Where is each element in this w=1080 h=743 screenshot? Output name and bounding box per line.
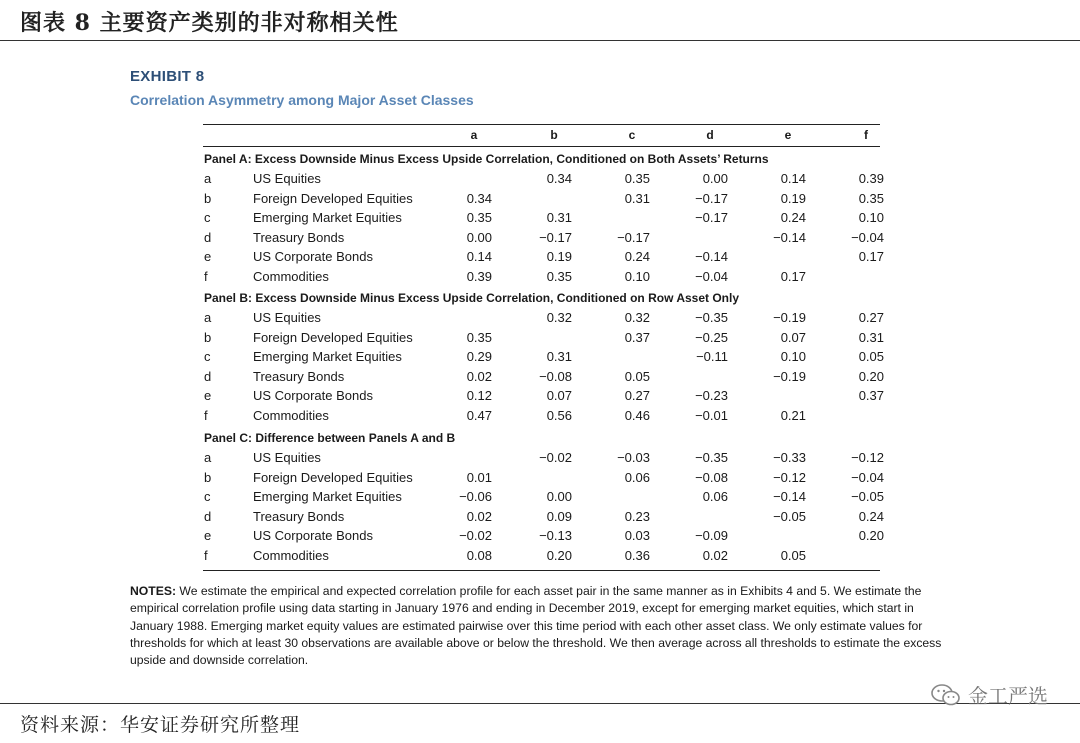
table-cell: 0.35: [624, 171, 650, 186]
table-cell: 0.05: [858, 349, 884, 364]
table-row: [0, 330, 1080, 349]
panel-title: Panel B: Excess Downside Minus Excess Upside Correlation, Conditioned on Row Asset Only: [204, 291, 740, 305]
row-asset-name: Foreign Developed Equities: [253, 190, 413, 206]
table-row: [0, 171, 1080, 190]
row-code: b: [204, 469, 212, 485]
table-cell: −0.14: [773, 489, 806, 504]
table-cell: 0.00: [466, 229, 492, 245]
table-cell: 0.02: [466, 508, 492, 524]
table-row: [0, 548, 1080, 567]
table-row: [0, 450, 1080, 469]
row-asset-name: US Equities: [253, 171, 321, 186]
table-cell: −0.09: [695, 528, 728, 543]
table-cell: 0.34: [546, 171, 572, 186]
table-row: [0, 191, 1080, 210]
table-row: [0, 528, 1080, 547]
row-code: e: [204, 249, 212, 264]
table-cell: 0.20: [546, 547, 572, 563]
table-cell: 0.06: [624, 469, 650, 485]
row-code: e: [204, 528, 212, 543]
wechat-icon: [930, 682, 962, 708]
table-cell: −0.35: [695, 450, 728, 465]
table-cell: −0.11: [696, 349, 728, 364]
notes: [130, 583, 950, 669]
table-row: [0, 349, 1080, 368]
table-cell: −0.05: [851, 489, 884, 504]
table-cell: 0.17: [780, 268, 806, 284]
table-cell: −0.19: [773, 368, 806, 384]
table-cell: 0.06: [702, 489, 728, 504]
row-code: e: [204, 388, 212, 403]
notes-label: NOTES:: [130, 584, 177, 598]
panel-title: Panel A: Excess Downside Minus Excess Upside Correlation, Conditioned on Both Assets’ Returns: [204, 152, 769, 166]
table-cell: 0.31: [858, 329, 884, 345]
table-cell: −0.25: [695, 329, 728, 345]
table-cell: 0.14: [466, 249, 492, 264]
table-cell: 0.05: [780, 547, 806, 563]
table-cell: 0.27: [858, 310, 884, 325]
row-code: b: [204, 329, 212, 345]
table-bottom-rule: [203, 570, 880, 571]
table-row: [0, 230, 1080, 249]
table-cell: 0.24: [624, 249, 650, 264]
table-cell: 0.07: [546, 388, 572, 403]
column-header: c: [628, 128, 636, 142]
row-asset-name: US Equities: [253, 310, 321, 325]
table-cell: −0.17: [695, 190, 728, 206]
row-code: a: [204, 171, 212, 186]
table-cell: −0.04: [851, 229, 884, 245]
row-code: b: [204, 190, 212, 206]
table-cell: 0.19: [546, 249, 572, 264]
row-code: a: [204, 450, 212, 465]
table-cell: 0.37: [624, 329, 650, 345]
table-cell: 0.24: [858, 508, 884, 524]
exhibit-label: EXHIBIT 8: [130, 68, 205, 85]
table-cell: 0.20: [858, 368, 884, 384]
row-code: c: [204, 489, 211, 504]
table-cell: 0.47: [466, 407, 492, 423]
table-cell: 0.39: [858, 171, 884, 186]
table-cell: 0.20: [858, 528, 884, 543]
table-cell: −0.04: [695, 268, 728, 284]
table-row: [0, 388, 1080, 407]
table-cell: 0.23: [624, 508, 650, 524]
table-cell: 0.36: [624, 547, 650, 563]
column-header: f: [864, 128, 868, 142]
table-cell: −0.05: [773, 508, 806, 524]
table-cell: −0.19: [773, 310, 806, 325]
table-row: [0, 310, 1080, 329]
row-code: a: [204, 310, 212, 325]
table-cell: −0.17: [539, 229, 572, 245]
row-asset-name: Emerging Market Equities: [253, 489, 402, 504]
table-cell: −0.12: [851, 450, 884, 465]
row-asset-name: Foreign Developed Equities: [253, 329, 413, 345]
table-row: [0, 470, 1080, 489]
column-header: e: [784, 128, 792, 142]
table-cell: 0.56: [546, 407, 572, 423]
row-asset-name: US Equities: [253, 450, 321, 465]
row-asset-name: Emerging Market Equities: [253, 210, 402, 225]
row-asset-name: US Corporate Bonds: [253, 388, 373, 403]
table-cell: 0.19: [780, 190, 806, 206]
row-code: f: [204, 268, 208, 284]
table-cell: 0.27: [624, 388, 650, 403]
row-code: d: [204, 368, 212, 384]
column-header: d: [706, 128, 714, 142]
notes-text: We estimate the empirical and expected correlation profile for each asset pair in the same manner as in Exhibits 4 and 5. We estimate the empirical correlation profile using data starting in January 1976 and ending in December 2019, except for emerging market equities, which start in January 1988. Emerging market equity values are estimated pairwise over this time period with each other asset class. We only estimate values for thresholds for which at least 30 observations are available above or below the threshold. We then average across all thresholds to estimate the excess upside and downside correlation.: [130, 584, 942, 668]
table-cell: 0.32: [546, 310, 572, 325]
column-header: b: [550, 128, 558, 142]
bottom-rule: [0, 703, 1080, 704]
table-cell: 0.00: [546, 489, 572, 504]
table-cell: 0.31: [546, 349, 572, 364]
row-asset-name: Commodities: [253, 407, 329, 423]
table-cell: −0.33: [773, 450, 806, 465]
row-asset-name: Commodities: [253, 547, 329, 563]
table-cell: 0.02: [702, 547, 728, 563]
table-cell: −0.06: [459, 489, 492, 504]
table-cell: 0.35: [466, 210, 492, 225]
table-cell: 0.00: [702, 171, 728, 186]
table-cell: 0.12: [466, 388, 492, 403]
table-top-rule: [203, 124, 880, 125]
table-cell: 0.29: [466, 349, 492, 364]
table-cell: 0.02: [466, 368, 492, 384]
table-cell: −0.02: [459, 528, 492, 543]
table-cell: −0.14: [695, 249, 728, 264]
row-code: f: [204, 407, 208, 423]
table-cell: −0.01: [695, 407, 728, 423]
table-cell: 0.39: [466, 268, 492, 284]
figure-title: 图表 8 主要资产类别的非对称相关性: [20, 10, 399, 36]
column-header: a: [470, 128, 478, 142]
table-cell: −0.03: [617, 450, 650, 465]
table-cell: 0.32: [624, 310, 650, 325]
table-cell: 0.09: [546, 508, 572, 524]
table-cell: −0.13: [539, 528, 572, 543]
table-cell: 0.17: [858, 249, 884, 264]
row-code: c: [204, 349, 211, 364]
table-cell: 0.35: [546, 268, 572, 284]
row-asset-name: Treasury Bonds: [253, 368, 345, 384]
table-cell: −0.08: [695, 469, 728, 485]
top-rule: [0, 40, 1080, 41]
table-cell: −0.14: [773, 229, 806, 245]
table-row: [0, 369, 1080, 388]
table-cell: −0.08: [539, 368, 572, 384]
table-cell: 0.31: [546, 210, 572, 225]
table-cell: 0.35: [466, 329, 492, 345]
table-cell: −0.17: [695, 210, 728, 225]
table-cell: 0.10: [780, 349, 806, 364]
table-row: [0, 408, 1080, 427]
table-cell: 0.01: [466, 469, 492, 485]
table-cell: −0.23: [695, 388, 728, 403]
row-asset-name: Treasury Bonds: [253, 229, 345, 245]
row-asset-name: Treasury Bonds: [253, 508, 345, 524]
table-cell: 0.05: [624, 368, 650, 384]
row-code: d: [204, 229, 212, 245]
watermark: [930, 680, 1048, 709]
watermark-text: 金工严选: [968, 684, 1048, 708]
table-cell: 0.46: [624, 407, 650, 423]
table-cell: −0.12: [773, 469, 806, 485]
table-cell: 0.37: [858, 388, 884, 403]
table-row: [0, 489, 1080, 508]
table-cell: 0.08: [466, 547, 492, 563]
table-header-rule: [203, 146, 880, 147]
table-cell: 0.24: [780, 210, 806, 225]
table-cell: 0.31: [624, 190, 650, 206]
table-cell: −0.35: [695, 310, 728, 325]
row-asset-name: US Corporate Bonds: [253, 528, 373, 543]
exhibit-subtitle: Correlation Asymmetry among Major Asset Classes: [130, 92, 474, 108]
row-code: f: [204, 547, 208, 563]
source-note: 资料来源：华安证券研究所整理: [20, 714, 301, 736]
table-row: [0, 269, 1080, 288]
table-cell: 0.34: [466, 190, 492, 206]
table-row: [0, 210, 1080, 229]
table-row: [0, 509, 1080, 528]
table-cell: −0.17: [617, 229, 650, 245]
row-asset-name: Emerging Market Equities: [253, 349, 402, 364]
table-cell: 0.10: [624, 268, 650, 284]
row-asset-name: Foreign Developed Equities: [253, 469, 413, 485]
table-cell: 0.10: [858, 210, 884, 225]
table-cell: 0.03: [624, 528, 650, 543]
row-asset-name: US Corporate Bonds: [253, 249, 373, 264]
table-cell: 0.14: [780, 171, 806, 186]
row-code: c: [204, 210, 211, 225]
table-cell: −0.02: [539, 450, 572, 465]
table-cell: 0.21: [780, 407, 806, 423]
table-cell: 0.07: [780, 329, 806, 345]
table-row: [0, 249, 1080, 268]
panel-title: Panel C: Difference between Panels A and B: [204, 431, 456, 445]
table-cell: 0.35: [858, 190, 884, 206]
table-cell: −0.04: [851, 469, 884, 485]
row-code: d: [204, 508, 212, 524]
row-asset-name: Commodities: [253, 268, 329, 284]
